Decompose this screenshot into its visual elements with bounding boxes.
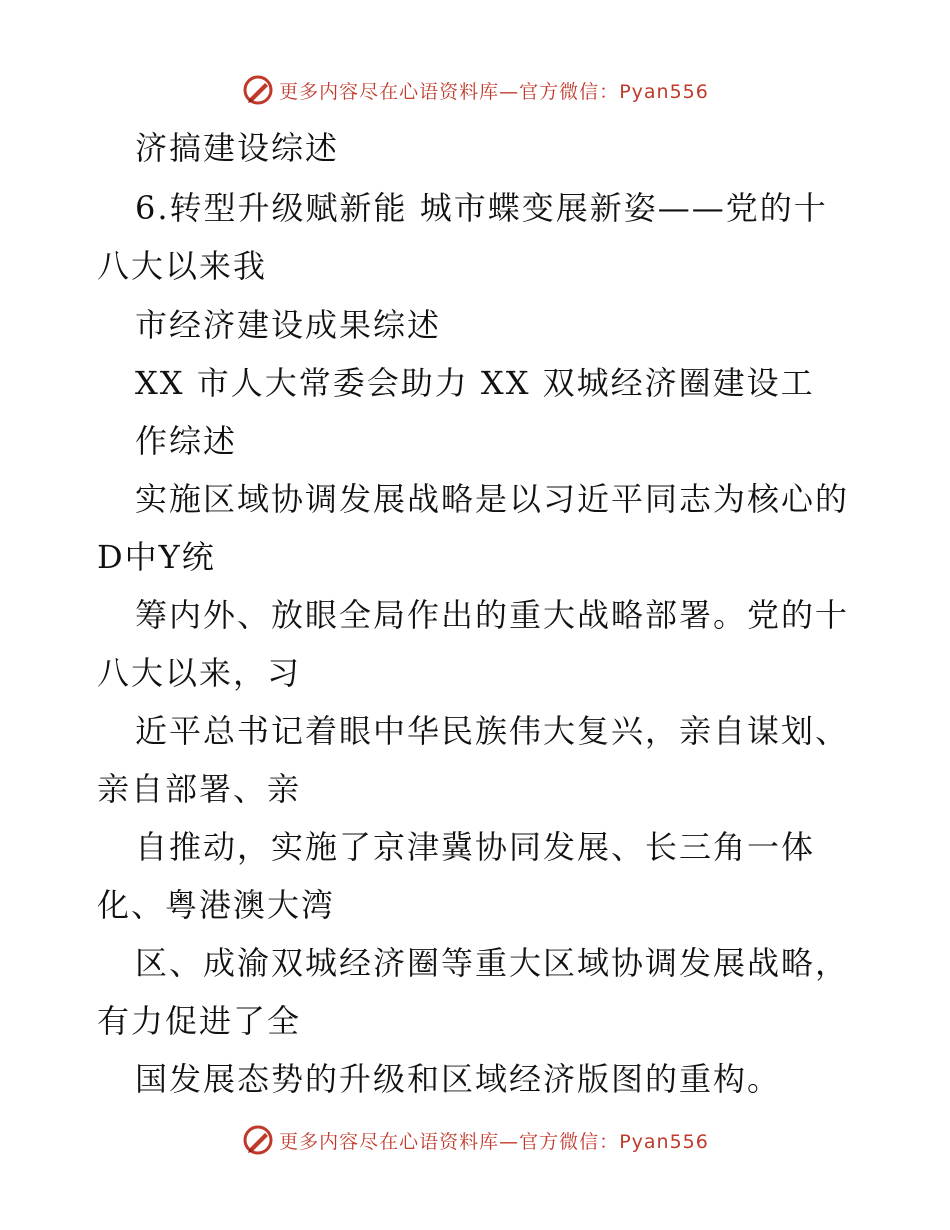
watermark-text: 更多内容尽在心语资料库—官方微信：Pyan556 [279,1130,709,1153]
text-line: 化、粤港澳大湾 [97,886,336,924]
text-line: 八大以来我 [97,247,268,285]
text-line: 市经济建设成果综述 [135,306,442,344]
text-line: 八大以来，习 [97,654,302,692]
watermark-header [0,70,950,110]
text-line: 亲自部署、亲 [97,770,302,808]
text-line: XX 市人大常委会助力 XX 双城经济圈建设工 [135,364,815,402]
watermark-text: 更多内容尽在心语资料库—官方微信：Pyan556 [279,80,709,103]
text-line: 近平总书记着眼中华民族伟大复兴，亲自谋划、 [135,712,850,750]
text-line: 筹内外、放眼全局作出的重大战略部署。党的十 [135,596,850,634]
watermark-footer [0,1120,950,1160]
text-line: 6.转型升级赋新能 城市蝶变展新姿——党的十 [135,189,828,227]
pen-logo-icon [241,1123,275,1157]
text-line: 有力促进了全 [97,1002,302,1040]
text-line: 自推动，实施了京津冀协同发展、长三角一体 [135,828,816,866]
text-line: 国发展态势的升级和区域经济版图的重构。 [135,1060,782,1098]
text-line: 实施区域协调发展战略是以习近平同志为核心的 [135,480,850,518]
text-line: 济搞建设综述 [135,129,340,167]
pen-logo-icon [241,73,275,107]
text-line: 作综述 [135,422,238,460]
text-line: 区、成渝双城经济圈等重大区域协调发展战略， [135,944,850,982]
text-line: D中Y统 [97,538,216,576]
